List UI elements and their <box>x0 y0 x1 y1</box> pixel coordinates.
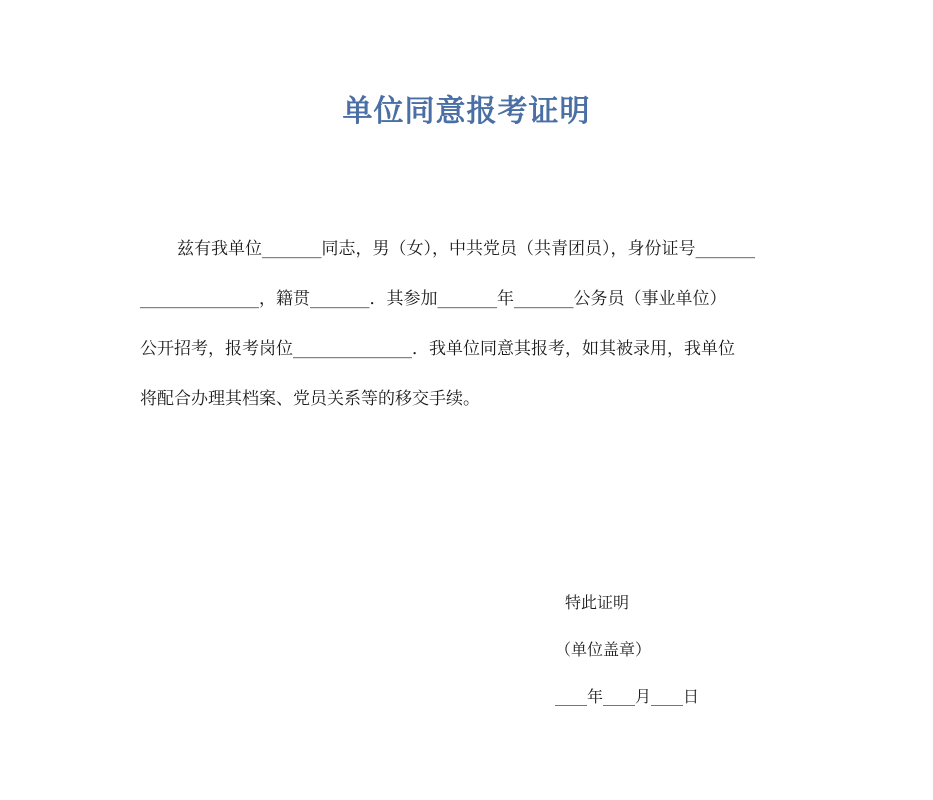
date-line: ____年____月____日 <box>555 687 700 706</box>
stamp-label: （单位盖章） <box>555 640 652 659</box>
closing-text: 特此证明 <box>565 593 630 612</box>
paragraph-line-2: ______________，籍贯_______．其参加_______年_______公务员（事业单位） <box>140 289 727 309</box>
document-title: 单位同意报考证明 <box>342 94 591 129</box>
paragraph-line-1: 兹有我单位_______同志，男（女），中共党员（共青团员），身份证号_______ <box>177 239 755 259</box>
paragraph-line-3: 公开招考，报考岗位______________．我单位同意其报考，如其被录用，我单位 <box>140 339 735 359</box>
paragraph-line-4: 将配合办理其档案、党员关系等的移交手续。 <box>140 389 480 409</box>
